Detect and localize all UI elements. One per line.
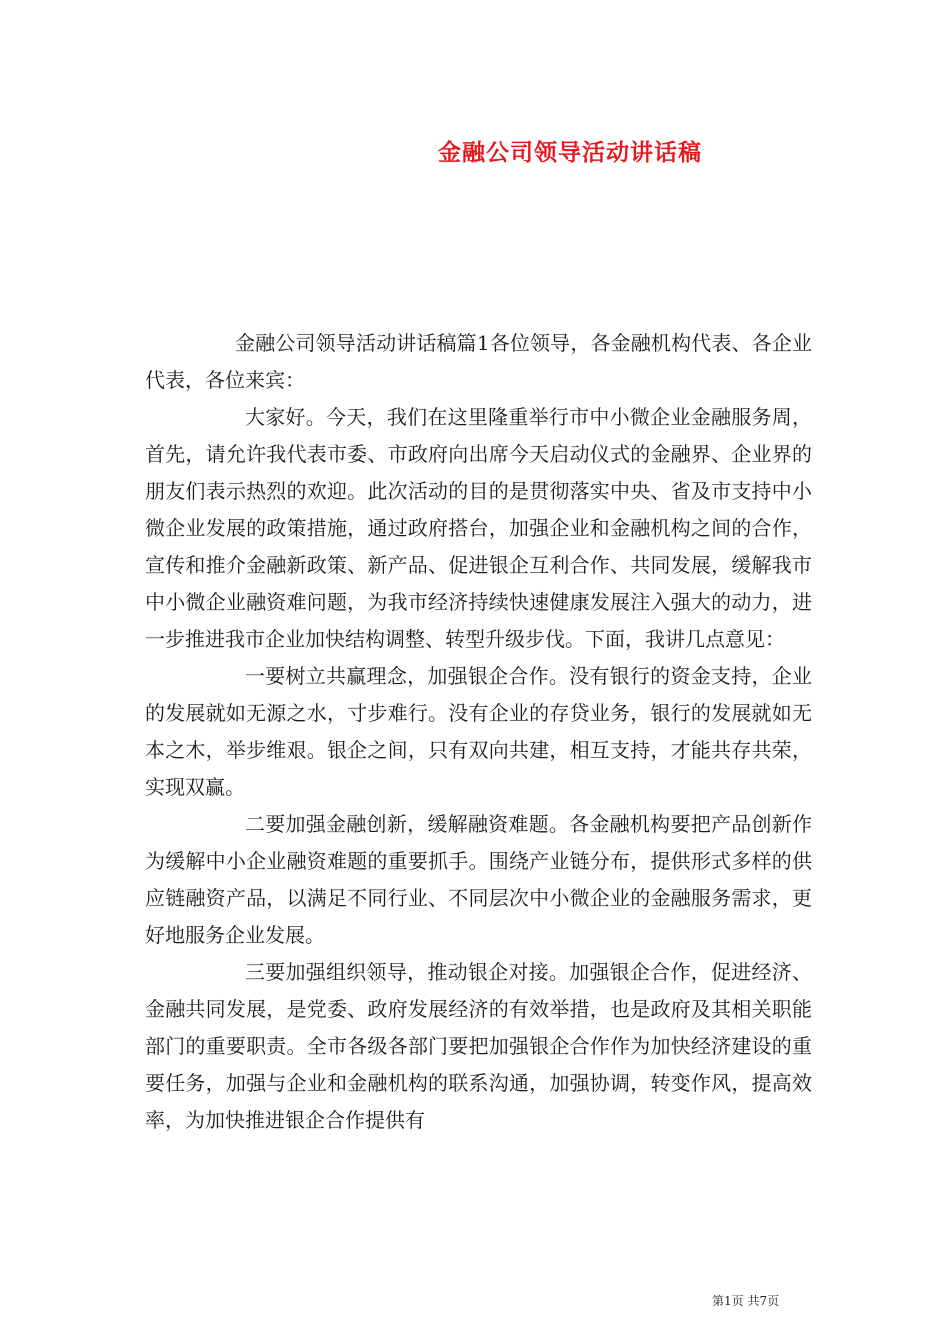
document-body	[145, 325, 812, 1139]
page-number: 第1页 共7页	[712, 1294, 780, 1308]
paragraph-greeting: 大家好。今天，我们在这里隆重举行市中小微企业金融服务周，首先，请允许我代表市委、市政府向出席今天启动仪式的金融界、企业界的朋友们表示热烈的欢迎。此次活动的目的是贯彻落实中央、省及市支持中小微企业发展的政策措施，通过政府搭台，加强企业和金融机构之间的合作，宣传和推介金融新政策、新产品、促进银企互利合作、共同发展，缓解我市中小微企业融资难问题，为我市经济持续快速健康发展注入强大的动力，进一步推进我市企业加快结构调整、转型升级步伐。下面，我讲几点意见：	[145, 405, 812, 651]
page-title: 金融公司领导活动讲话稿	[438, 139, 702, 166]
paragraph-point-three: 三要加强组织领导，推动银企对接。加强银企合作，促进经济、金融共同发展，是党委、政府发展经济的有效举措，也是政府及其相关职能部门的重要职责。全市各级各部门要把加强银企合作作为加快经济建设的重要任务，加强与企业和金融机构的联系沟通，加强协调，转变作风，提高效率，为加快推进银企合作提供有	[145, 960, 812, 1132]
paragraph-intro: 金融公司领导活动讲话稿篇1各位领导，各金融机构代表、各企业代表，各位来宾：	[145, 331, 812, 392]
paragraph-point-two: 二要加强金融创新，缓解融资难题。各金融机构要把产品创新作为缓解中小企业融资难题的重要抓手。围绕产业链分布，提供形式多样的供应链融资产品，以满足不同行业、不同层次中小微企业的金融服务需求，更好地服务企业发展。	[145, 812, 812, 947]
paragraph-point-one: 一要树立共赢理念，加强银企合作。没有银行的资金支持，企业的发展就如无源之水，寸步难行。没有企业的存贷业务，银行的发展就如无本之木，举步维艰。银企之间，只有双向共建，相互支持，才能共存共荣，实现双赢。	[145, 664, 812, 799]
